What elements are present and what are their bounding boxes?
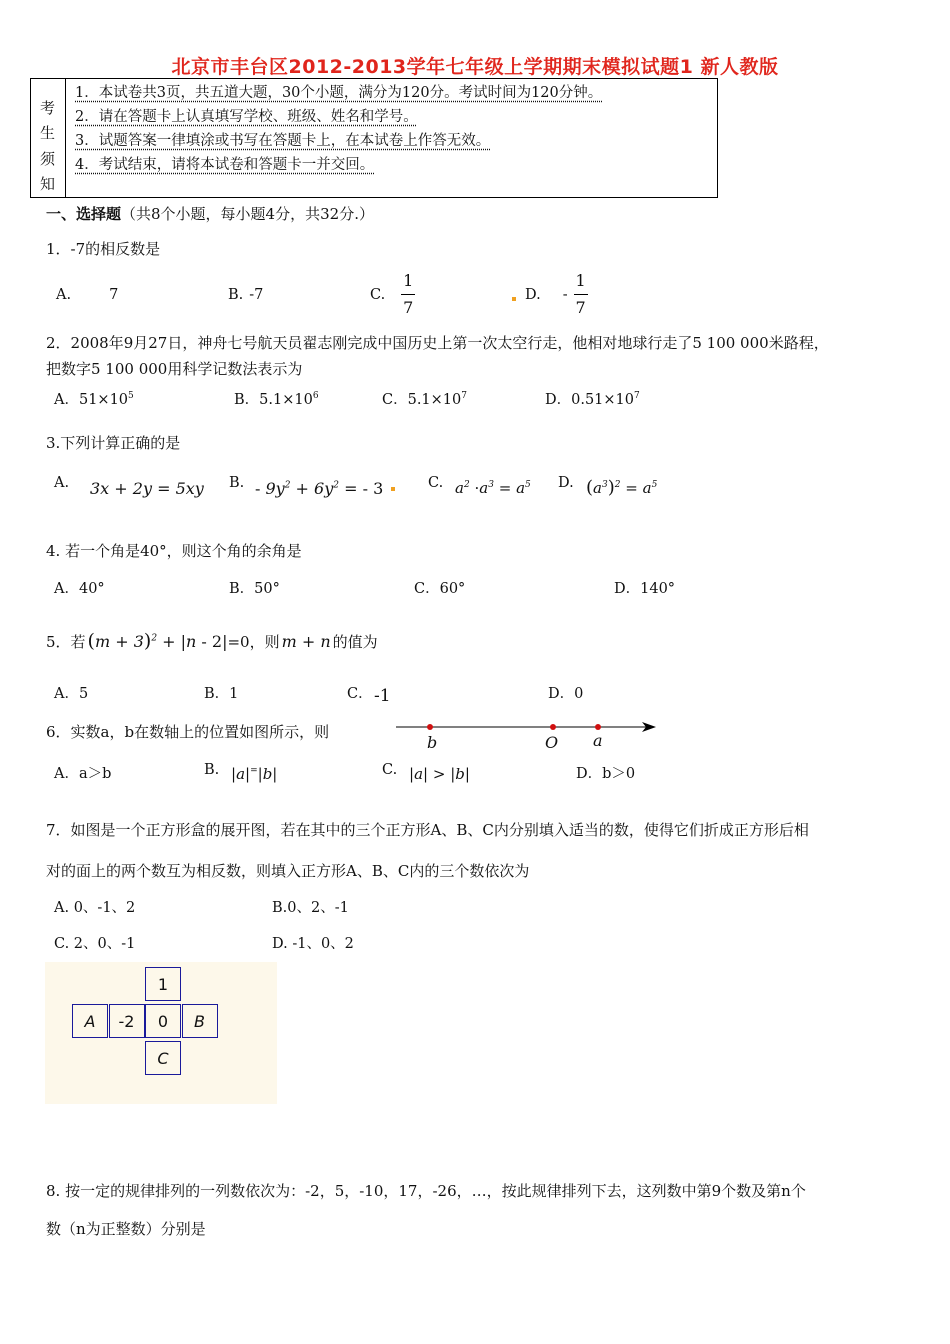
q3-option-b-label: B. (229, 475, 245, 491)
q5-option-d: D．0 (548, 686, 584, 702)
q1-option-c: C. $\frac{1}{7}$ (370, 271, 414, 317)
question-2-stem-line1: 2．2008年9月27日，神舟七号航天员翟志刚完成中国历史上第一次太空行走，他相对地球行走了5 100 000米路程， (46, 334, 829, 352)
stray-dot (391, 487, 395, 491)
question-3-stem: 3.下列计算正确的是 (46, 434, 181, 452)
q3-option-a-label: A. (54, 475, 70, 491)
q3-option-c-label: C. (428, 475, 444, 491)
exam-notice-box (30, 78, 718, 198)
q3-option-a-expr: 3x + 2y = 5xy (90, 479, 204, 498)
notice-line: 3．试题答案一律填涂或书写在答题卡上，在本试卷上作答无效。 (75, 133, 491, 149)
side-char: 考 (40, 99, 56, 117)
q2-option-a: A．$51\times 10^5$ (54, 391, 134, 408)
q3-option-c-expr: $a^2 \cdot a^3 = a^5$ (455, 479, 531, 497)
question-8-stem-line1: 8. 按一定的规律排列的一列数依次为：-2，5，-10，17，-26，…，按此规律排列下去，这列数中第9个数及第n个 (46, 1182, 806, 1200)
q5-option-c-value: -1 (374, 686, 391, 706)
q4-option-d: D．140° (614, 581, 676, 597)
q2-option-c: C．$5.1\times 10^7$ (382, 391, 467, 408)
net-cell-b: B (182, 1004, 218, 1038)
question-4-stem: 4. 若一个角是40°，则这个角的余角是 (46, 542, 302, 560)
point-origin (550, 724, 556, 730)
side-char: 须 (40, 150, 56, 168)
net-cell-zero: 0 (145, 1004, 181, 1038)
q3-option-d-expr: $(a^3)^2 = a^5$ (586, 477, 658, 498)
axis-label-b: b (427, 733, 438, 752)
notice-line: 1．本试卷共3页，共五道大题，30个小题，满分为120分。考试时间为120分钟。 (75, 85, 603, 101)
cube-net-figure (45, 962, 277, 1104)
page-title: 北京市丰台区2012-2013学年七年级上学期期末模拟试题1 新人教版 (171, 56, 779, 78)
notice-line: 4．考试结束，请将本试卷和答题卡一并交回。 (75, 157, 375, 173)
section-note: （共8个小题，每小题4分，共32分.） (121, 205, 374, 223)
q6-option-d: D．b＞0 (576, 766, 636, 782)
question-2-stem-line2: 把数字5 100 000用科学记数法表示为 (46, 360, 303, 378)
q6-option-a: A．a＞b (54, 766, 112, 782)
q5-option-b: B．1 (204, 686, 239, 702)
section-heading (46, 203, 374, 224)
net-cell-a: A (72, 1004, 108, 1038)
side-char: 生 (40, 124, 56, 142)
notice-side-label (31, 79, 66, 197)
question-8-stem-line2: 数（n为正整数）分别是 (46, 1220, 206, 1238)
q5-option-a: A．5 (54, 686, 89, 702)
q1-option-d: D. - $\frac{1}{7}$ (525, 271, 586, 317)
point-b (427, 724, 433, 730)
q6-option-c-label: C. (382, 762, 398, 778)
q4-option-a: A．40° (54, 581, 105, 597)
q6-option-b-label: B. (204, 762, 220, 778)
q6-option-b-expr: |a|=|b| (231, 765, 278, 783)
q7-option-b: B.0、2、-1 (272, 900, 349, 916)
q4-option-b: B．50° (229, 581, 280, 597)
q4-option-c: C．60° (414, 581, 466, 597)
net-cell-c: C (145, 1041, 181, 1075)
question-5-stem: 5．若 $(m + 3)^2 + |n - 2|$ =0，则 m + n 的值为 (46, 630, 378, 652)
notice-line: 2．请在答题卡上认真填写学校、班级、姓名和学号。 (75, 109, 418, 125)
q1-option-a: A. 7 (56, 287, 119, 303)
q7-option-d: D. -1、0、2 (272, 936, 354, 952)
axis-label-a: a (593, 731, 603, 750)
net-cell-top: 1 (145, 967, 181, 1001)
q3-option-b-expr: - $9y^2 + 6y^2$ = - 3 (255, 479, 384, 498)
section-title: 一、选择题 (46, 205, 122, 223)
axis-label-origin: O (545, 733, 559, 752)
fraction: $\frac{1}{7}$ (575, 271, 586, 317)
q3-option-d-label: D. (558, 475, 574, 491)
q6-option-c-expr: |a| > |b| (409, 765, 470, 783)
fraction: $\frac{1}{7}$ (403, 271, 414, 317)
stray-dot (512, 297, 516, 301)
side-char: 知 (40, 175, 56, 193)
notice-lines (75, 81, 602, 177)
point-a (595, 724, 601, 730)
question-7-stem-line1: 7．如图是一个正方形盒的展开图，若在其中的三个正方形A、B、C内分别填入适当的数，使得它们折成正方形后相 (46, 821, 809, 839)
q5-option-c-label: C． (347, 686, 373, 702)
q2-option-b: B．$5.1\times 10^6$ (234, 391, 319, 408)
net-cell-minus2: -2 (109, 1004, 145, 1038)
q7-option-a: A. 0、-1、2 (54, 900, 136, 916)
q7-option-c: C. 2、0、-1 (54, 936, 136, 952)
q1-option-b: B. -7 (228, 287, 264, 303)
question-6-stem: 6．实数a，b在数轴上的位置如图所示，则 (46, 723, 330, 741)
question-7-stem-line2: 对的面上的两个数互为相反数，则填入正方形A、B、C内的三个数依次为 (46, 862, 530, 880)
q2-option-d: D．$0.51\times 10^7$ (545, 391, 640, 408)
question-1-stem: 1．-7的相反数是 (46, 240, 161, 258)
